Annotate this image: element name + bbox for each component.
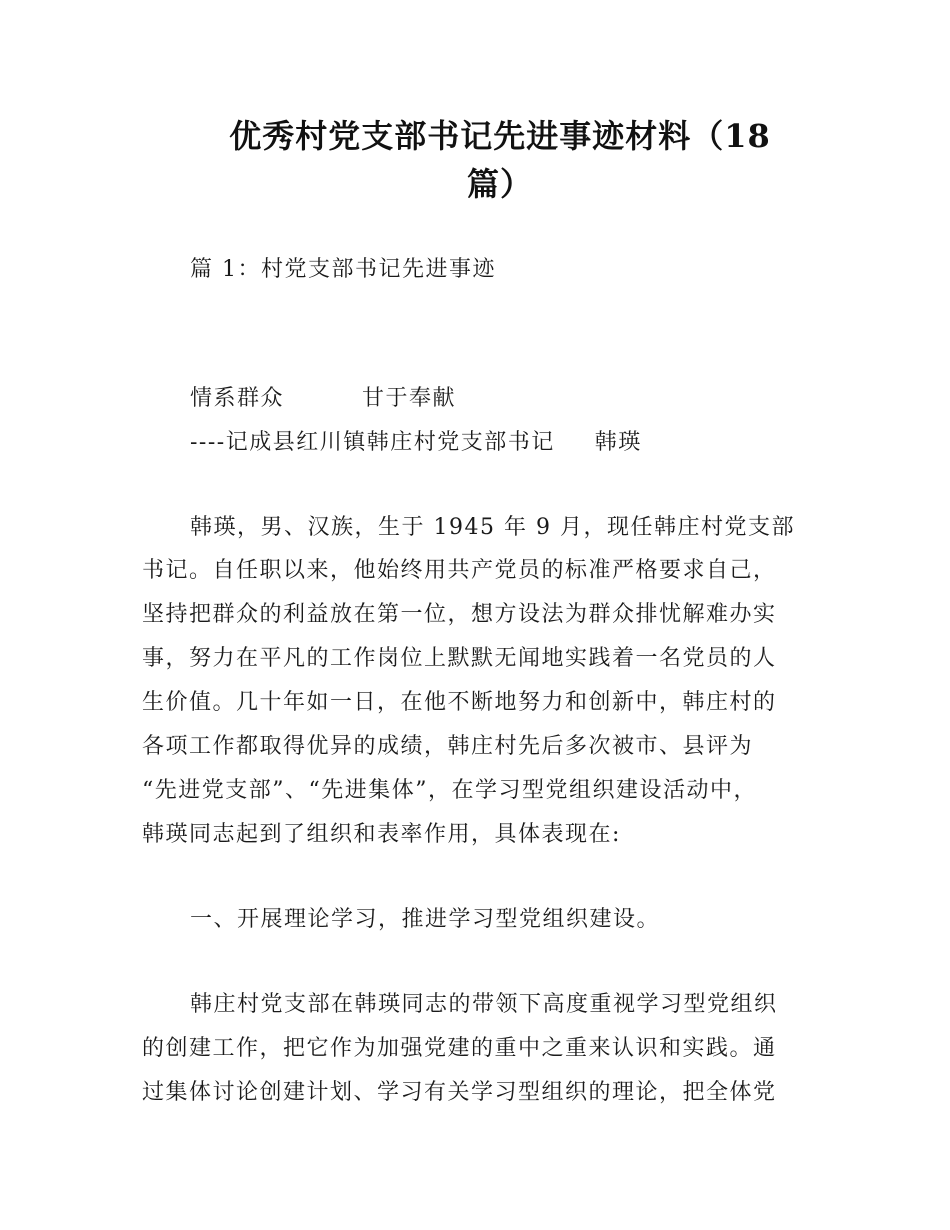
subtitle-part-2: 甘于奉献 <box>362 386 457 411</box>
paragraph-1-line-6: 各项工作都取得优异的成绩，韩庄村先后多次被市、县评为 <box>142 734 754 759</box>
byline-name: 韩瑛 <box>594 430 642 455</box>
paragraph-1-line-3: 坚持把群众的利益放在第一位，想方设法为群众排忧解难办实 <box>142 602 777 627</box>
title-line-2: 篇） <box>466 165 533 203</box>
subtitle-part-1: 情系群众 <box>190 386 285 411</box>
title-line-1: 优秀村党支部书记先进事迹材料（18 <box>229 117 771 155</box>
paragraph-2-line-2: 的创建工作，把它作为加强党建的重中之重来认识和实践。通 <box>142 1036 777 1061</box>
paragraph-1-line-4: 事，努力在平凡的工作岗位上默默无闻地实践着一名党员的人 <box>142 646 777 671</box>
paragraph-2-line-3: 过集体讨论创建计划、学习有关学习型组织的理论，把全体党 <box>142 1080 777 1105</box>
paragraph-1-line-1: 韩瑛，男、汉族，生于 1945 年 9 月，现任韩庄村党支部 <box>190 515 795 540</box>
paragraph-2-line-1: 韩庄村党支部在韩瑛同志的带领下高度重视学习型党组织 <box>190 992 778 1017</box>
heading-1: 一、开展理论学习，推进学习型党组织建设。 <box>190 907 661 932</box>
document-title <box>200 112 800 208</box>
byline <box>190 427 642 459</box>
subtitle <box>190 383 456 415</box>
paragraph-1-line-8: 韩瑛同志起到了组织和表率作用，具体表现在: <box>142 822 621 847</box>
byline-prefix: ----记成县红川镇韩庄村党支部书记 <box>190 430 555 455</box>
paragraph-1-line-7: “先进党支部”、“先进集体”，在学习型党组织建设活动中， <box>142 778 757 803</box>
paragraph-1-line-5: 生价值。几十年如一日，在他不断地努力和创新中，韩庄村的 <box>142 690 777 715</box>
paragraph-1-line-2: 书记。自任职以来，他始终用共产党员的标准严格要求自己， <box>142 558 777 583</box>
section-heading: 篇 1：村党支部书记先进事迹 <box>190 257 496 282</box>
